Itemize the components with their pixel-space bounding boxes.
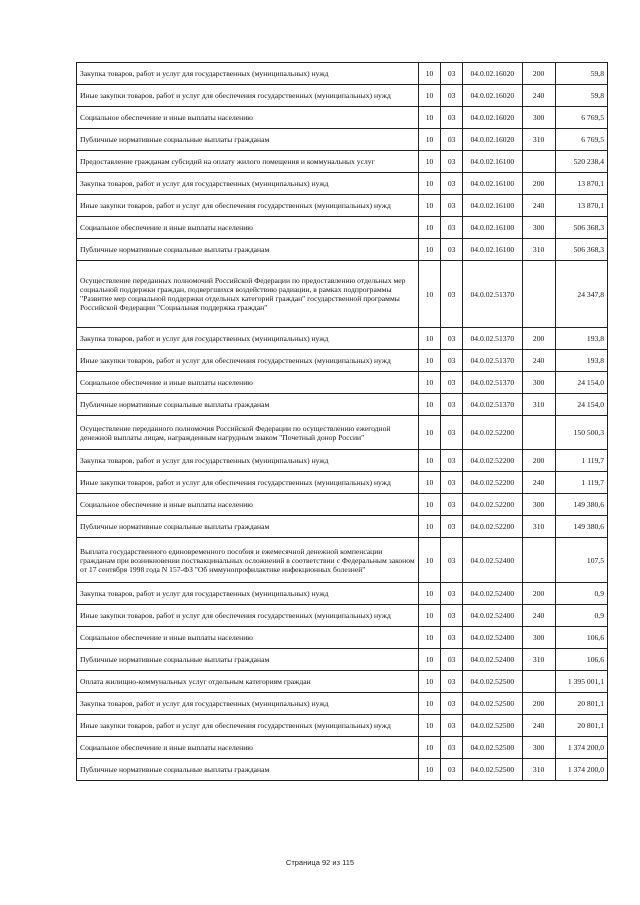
- row-target-article-code: 04.0.02.16100: [463, 151, 522, 173]
- row-section-code: 10: [418, 372, 440, 394]
- table-row: [77, 195, 608, 217]
- row-target-article-code: 04.0.02.52400: [463, 538, 522, 583]
- row-section-code: 10: [418, 63, 440, 85]
- row-amount: 1 119,7: [555, 472, 607, 494]
- row-expense-type-code: 240: [522, 195, 555, 217]
- row-section-code: 10: [418, 693, 440, 715]
- row-target-article-code: 04.0.02.52500: [463, 737, 522, 759]
- row-amount: 506 368,3: [555, 217, 607, 239]
- row-section-code: 10: [418, 737, 440, 759]
- table-row: [77, 261, 608, 328]
- row-subsection-code: 03: [441, 693, 463, 715]
- row-name: Публичные нормативные социальные выплаты гражданам: [77, 239, 419, 261]
- row-section-code: 10: [418, 759, 440, 781]
- row-section-code: 10: [418, 239, 440, 261]
- row-subsection-code: 03: [441, 583, 463, 605]
- table-row: [77, 605, 608, 627]
- row-name: Закупка товаров, работ и услуг для государственных (муниципальных) нужд: [77, 328, 419, 350]
- table-row: [77, 737, 608, 759]
- row-subsection-code: 03: [441, 328, 463, 350]
- row-section-code: 10: [418, 605, 440, 627]
- row-amount: 24 347,8: [555, 261, 607, 328]
- row-expense-type-code: [522, 671, 555, 693]
- row-section-code: 10: [418, 416, 440, 450]
- row-target-article-code: 04.0.02.52200: [463, 516, 522, 538]
- row-subsection-code: 03: [441, 350, 463, 372]
- row-subsection-code: 03: [441, 494, 463, 516]
- row-expense-type-code: 310: [522, 239, 555, 261]
- row-amount: 0,9: [555, 605, 607, 627]
- row-amount: 6 769,5: [555, 129, 607, 151]
- row-expense-type-code: 200: [522, 583, 555, 605]
- row-target-article-code: 04.0.02.52200: [463, 450, 522, 472]
- row-section-code: 10: [418, 516, 440, 538]
- page-number: Страница 92 из 115: [285, 858, 355, 867]
- row-expense-type-code: 200: [522, 328, 555, 350]
- row-name: Закупка товаров, работ и услуг для государственных (муниципальных) нужд: [77, 63, 419, 85]
- row-amount: 20 801,1: [555, 693, 607, 715]
- row-name: Иные закупки товаров, работ и услуг для обеспечения государственных (муниципальных) нужд: [77, 605, 419, 627]
- row-section-code: 10: [418, 583, 440, 605]
- row-subsection-code: 03: [441, 516, 463, 538]
- row-amount: 106,6: [555, 649, 607, 671]
- budget-table: [76, 62, 608, 781]
- row-amount: 0,9: [555, 583, 607, 605]
- row-section-code: 10: [418, 129, 440, 151]
- table-row: [77, 217, 608, 239]
- row-name: Социальное обеспечение и иные выплаты населению: [77, 737, 419, 759]
- row-target-article-code: 04.0.02.16100: [463, 173, 522, 195]
- row-name: Иные закупки товаров, работ и услуг для обеспечения государственных (муниципальных) нужд: [77, 195, 419, 217]
- row-target-article-code: 04.0.02.16100: [463, 195, 522, 217]
- row-expense-type-code: 200: [522, 173, 555, 195]
- row-subsection-code: 03: [441, 737, 463, 759]
- row-name: Публичные нормативные социальные выплаты гражданам: [77, 649, 419, 671]
- row-expense-type-code: 300: [522, 494, 555, 516]
- row-target-article-code: 04.0.02.52200: [463, 494, 522, 516]
- row-expense-type-code: [522, 416, 555, 450]
- row-expense-type-code: 310: [522, 129, 555, 151]
- row-name: Социальное обеспечение и иные выплаты населению: [77, 372, 419, 394]
- row-name: Закупка товаров, работ и услуг для государственных (муниципальных) нужд: [77, 583, 419, 605]
- row-target-article-code: 04.0.02.51370: [463, 350, 522, 372]
- row-subsection-code: 03: [441, 671, 463, 693]
- table-row: [77, 350, 608, 372]
- row-target-article-code: 04.0.02.52400: [463, 583, 522, 605]
- row-expense-type-code: 300: [522, 217, 555, 239]
- table-row: [77, 394, 608, 416]
- row-section-code: 10: [418, 85, 440, 107]
- row-amount: 20 801,1: [555, 715, 607, 737]
- row-expense-type-code: [522, 538, 555, 583]
- row-subsection-code: 03: [441, 107, 463, 129]
- row-section-code: 10: [418, 715, 440, 737]
- row-subsection-code: 03: [441, 715, 463, 737]
- table-row: [77, 715, 608, 737]
- row-section-code: 10: [418, 217, 440, 239]
- row-name: Публичные нормативные социальные выплаты гражданам: [77, 394, 419, 416]
- row-section-code: 10: [418, 472, 440, 494]
- row-section-code: 10: [418, 671, 440, 693]
- row-subsection-code: 03: [441, 63, 463, 85]
- row-section-code: 10: [418, 195, 440, 217]
- row-name: Иные закупки товаров, работ и услуг для обеспечения государственных (муниципальных) нужд: [77, 715, 419, 737]
- row-expense-type-code: [522, 151, 555, 173]
- row-expense-type-code: 300: [522, 107, 555, 129]
- row-subsection-code: 03: [441, 759, 463, 781]
- row-name: Оплата жилищно-коммунальных услуг отдельным категориям граждан: [77, 671, 419, 693]
- row-expense-type-code: 200: [522, 693, 555, 715]
- table-row: [77, 649, 608, 671]
- table-row: [77, 627, 608, 649]
- table-row: [77, 151, 608, 173]
- row-subsection-code: 03: [441, 239, 463, 261]
- row-subsection-code: 03: [441, 261, 463, 328]
- row-amount: 520 238,4: [555, 151, 607, 173]
- row-amount: 6 769,5: [555, 107, 607, 129]
- row-expense-type-code: 300: [522, 627, 555, 649]
- row-name: Публичные нормативные социальные выплаты гражданам: [77, 129, 419, 151]
- row-section-code: 10: [418, 538, 440, 583]
- row-amount: 193,8: [555, 350, 607, 372]
- row-name: Осуществление переданного полномочия Российской Федерации по осуществлению ежегодной денежной выплаты лицам, награжденным нагрудным знаком "Почетный донор России": [77, 416, 419, 450]
- row-target-article-code: 04.0.02.16020: [463, 85, 522, 107]
- row-amount: 13 870,1: [555, 195, 607, 217]
- row-subsection-code: 03: [441, 85, 463, 107]
- row-target-article-code: 04.0.02.51370: [463, 394, 522, 416]
- table-row: [77, 129, 608, 151]
- row-target-article-code: 04.0.02.52500: [463, 759, 522, 781]
- row-amount: 24 154,0: [555, 394, 607, 416]
- row-section-code: 10: [418, 328, 440, 350]
- row-section-code: 10: [418, 394, 440, 416]
- row-section-code: 10: [418, 494, 440, 516]
- row-target-article-code: 04.0.02.52500: [463, 715, 522, 737]
- row-target-article-code: 04.0.02.16100: [463, 239, 522, 261]
- row-name: Публичные нормативные социальные выплаты гражданам: [77, 759, 419, 781]
- table-row: [77, 239, 608, 261]
- row-name: Иные закупки товаров, работ и услуг для обеспечения государственных (муниципальных) нужд: [77, 85, 419, 107]
- row-expense-type-code: 240: [522, 715, 555, 737]
- row-target-article-code: 04.0.02.52400: [463, 605, 522, 627]
- row-amount: 106,6: [555, 627, 607, 649]
- row-target-article-code: 04.0.02.16020: [463, 63, 522, 85]
- row-expense-type-code: 310: [522, 394, 555, 416]
- row-amount: 506 368,3: [555, 239, 607, 261]
- row-target-article-code: 04.0.02.51370: [463, 328, 522, 350]
- table-row: [77, 107, 608, 129]
- row-name: Публичные нормативные социальные выплаты гражданам: [77, 516, 419, 538]
- row-name: Социальное обеспечение и иные выплаты населению: [77, 107, 419, 129]
- row-amount: 1 374 200,0: [555, 759, 607, 781]
- row-amount: 1 395 001,1: [555, 671, 607, 693]
- row-expense-type-code: [522, 261, 555, 328]
- row-target-article-code: 04.0.02.51370: [463, 261, 522, 328]
- row-expense-type-code: 240: [522, 350, 555, 372]
- table-row: [77, 759, 608, 781]
- row-name: Иные закупки товаров, работ и услуг для обеспечения государственных (муниципальных) нужд: [77, 350, 419, 372]
- row-subsection-code: 03: [441, 450, 463, 472]
- table-row: [77, 328, 608, 350]
- row-section-code: 10: [418, 350, 440, 372]
- row-section-code: 10: [418, 649, 440, 671]
- row-expense-type-code: 240: [522, 472, 555, 494]
- row-name: Социальное обеспечение и иные выплаты населению: [77, 627, 419, 649]
- row-subsection-code: 03: [441, 173, 463, 195]
- row-subsection-code: 03: [441, 538, 463, 583]
- row-expense-type-code: 300: [522, 372, 555, 394]
- row-section-code: 10: [418, 450, 440, 472]
- row-target-article-code: 04.0.02.52500: [463, 693, 522, 715]
- row-amount: 107,5: [555, 538, 607, 583]
- row-subsection-code: 03: [441, 394, 463, 416]
- table-row: [77, 538, 608, 583]
- row-subsection-code: 03: [441, 416, 463, 450]
- row-section-code: 10: [418, 151, 440, 173]
- row-amount: 150 500,3: [555, 416, 607, 450]
- row-name: Осуществление переданных полномочий Российской Федерации по предоставлению отдельных мер социальной поддержки граждан, подвергшихся воздействию радиации, в рамках подпрограммы "Развитие мер социальной поддержки отдельных категорий граждан" государственной программы Российской Федерации "Социальная поддержка граждан": [77, 261, 419, 328]
- row-expense-type-code: 200: [522, 450, 555, 472]
- row-expense-type-code: 200: [522, 63, 555, 85]
- row-expense-type-code: 240: [522, 605, 555, 627]
- row-name: Закупка товаров, работ и услуг для государственных (муниципальных) нужд: [77, 693, 419, 715]
- row-subsection-code: 03: [441, 605, 463, 627]
- row-section-code: 10: [418, 107, 440, 129]
- table-row: [77, 173, 608, 195]
- row-target-article-code: 04.0.02.16020: [463, 129, 522, 151]
- row-expense-type-code: 240: [522, 85, 555, 107]
- row-subsection-code: 03: [441, 627, 463, 649]
- row-section-code: 10: [418, 627, 440, 649]
- table-row: [77, 494, 608, 516]
- row-target-article-code: 04.0.02.52400: [463, 649, 522, 671]
- table-body: [77, 63, 608, 781]
- row-name: Предоставление гражданам субсидий на оплату жилого помещения и коммунальных услуг: [77, 151, 419, 173]
- row-name: Социальное обеспечение и иные выплаты населению: [77, 494, 419, 516]
- table-row: [77, 472, 608, 494]
- row-target-article-code: 04.0.02.52500: [463, 671, 522, 693]
- row-subsection-code: 03: [441, 129, 463, 151]
- row-target-article-code: 04.0.02.16100: [463, 217, 522, 239]
- row-name: Закупка товаров, работ и услуг для государственных (муниципальных) нужд: [77, 173, 419, 195]
- row-section-code: 10: [418, 261, 440, 328]
- row-expense-type-code: 310: [522, 759, 555, 781]
- row-amount: 1 119,7: [555, 450, 607, 472]
- row-subsection-code: 03: [441, 372, 463, 394]
- row-amount: 59,8: [555, 63, 607, 85]
- row-expense-type-code: 300: [522, 737, 555, 759]
- row-amount: 1 374 200,0: [555, 737, 607, 759]
- row-name: Закупка товаров, работ и услуг для государственных (муниципальных) нужд: [77, 450, 419, 472]
- table-row: [77, 693, 608, 715]
- row-amount: 149 380,6: [555, 516, 607, 538]
- row-amount: 13 870,1: [555, 173, 607, 195]
- row-target-article-code: 04.0.02.16020: [463, 107, 522, 129]
- row-expense-type-code: 310: [522, 516, 555, 538]
- row-amount: 149 380,6: [555, 494, 607, 516]
- row-amount: 24 154,0: [555, 372, 607, 394]
- table-row: [77, 85, 608, 107]
- row-name: Иные закупки товаров, работ и услуг для обеспечения государственных (муниципальных) нужд: [77, 472, 419, 494]
- table-row: [77, 516, 608, 538]
- table-row: [77, 416, 608, 450]
- row-target-article-code: 04.0.02.51370: [463, 372, 522, 394]
- row-subsection-code: 03: [441, 195, 463, 217]
- row-amount: 193,8: [555, 328, 607, 350]
- table-row: [77, 372, 608, 394]
- table-row: [77, 583, 608, 605]
- row-expense-type-code: 310: [522, 649, 555, 671]
- row-amount: 59,8: [555, 85, 607, 107]
- row-subsection-code: 03: [441, 151, 463, 173]
- row-section-code: 10: [418, 173, 440, 195]
- table-row: [77, 450, 608, 472]
- row-target-article-code: 04.0.02.52400: [463, 627, 522, 649]
- row-name: Выплата государственного единовременного пособия и ежемесячной денежной компенсации гражданам при возникновении поствакцинальных осложнений в соответствии с Федеральным законом от 17 сентября 1998 года N 157-ФЗ "Об иммунопрофилактике инфекционных болезней": [77, 538, 419, 583]
- row-target-article-code: 04.0.02.52200: [463, 472, 522, 494]
- row-target-article-code: 04.0.02.52200: [463, 416, 522, 450]
- table-row: [77, 63, 608, 85]
- row-name: Социальное обеспечение и иные выплаты населению: [77, 217, 419, 239]
- row-subsection-code: 03: [441, 649, 463, 671]
- table-row: [77, 671, 608, 693]
- row-subsection-code: 03: [441, 217, 463, 239]
- row-subsection-code: 03: [441, 472, 463, 494]
